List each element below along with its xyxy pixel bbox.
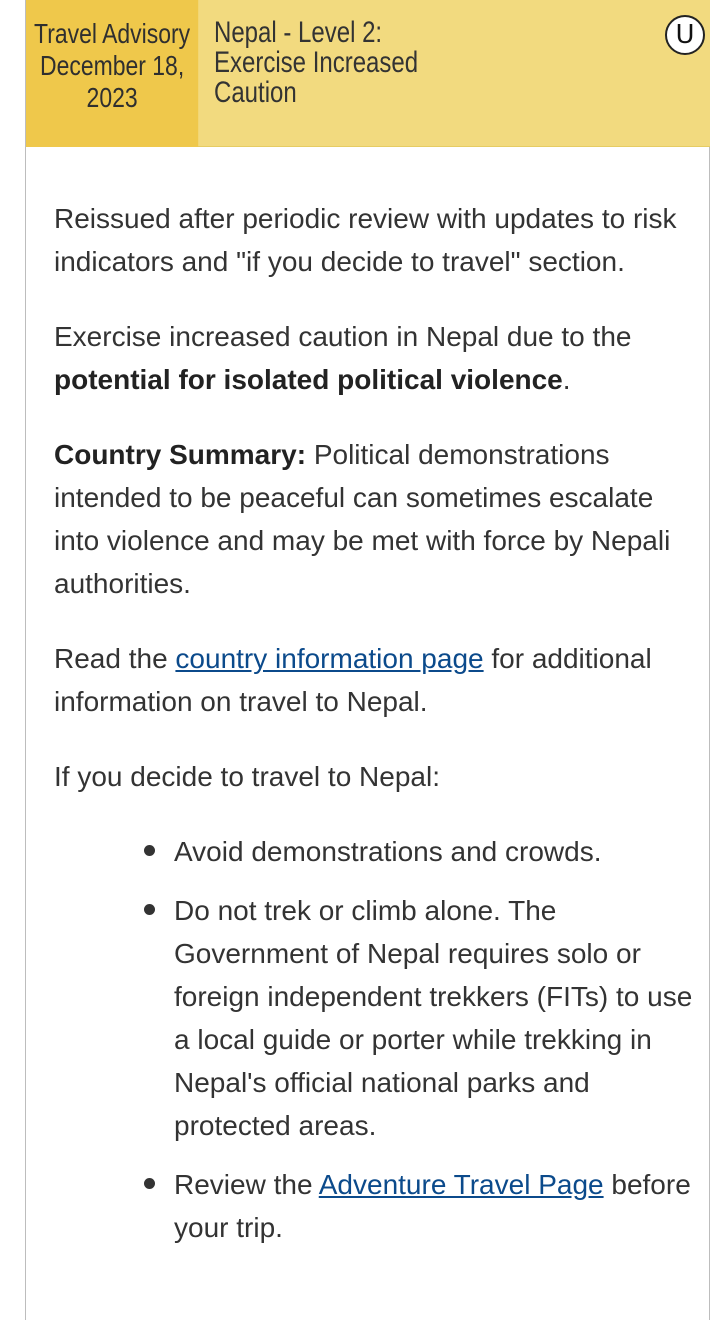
caution-period: . [562, 364, 571, 395]
advisory-date [26, 0, 198, 147]
date-line-2: December 18, [39, 50, 185, 81]
bullet-icon [144, 845, 155, 856]
list-item [174, 830, 694, 873]
title-line-3: Caution [214, 76, 297, 109]
if-you-decide-heading: If you decide to travel to Nepal: [54, 761, 440, 792]
title-line-1: Nepal - Level 2: [214, 16, 383, 49]
bullet-icon [144, 904, 155, 915]
caution-text: Exercise increased caution in Nepal due to the [54, 321, 632, 352]
reissued-paragraph: Reissued after periodic review with updates to risk indicators and "if you decide to travel" section. [54, 203, 677, 277]
list-item [174, 1163, 694, 1249]
read-more-prefix: Read the [54, 643, 176, 674]
tip-prefix: Review the [174, 1169, 319, 1200]
tip-text: Do not trek or climb alone. The Government of Nepal requires solo or foreign independent trekkers (FITs) to use a local guide or porter while trekking in Nepal's official national parks and protected areas. [174, 895, 693, 1141]
list-item [174, 889, 694, 1147]
tip-text: Avoid demonstrations and crowds. [174, 836, 602, 867]
caution-reason: potential for isolated political violence [54, 364, 563, 395]
read-more-paragraph [54, 637, 694, 723]
country-summary-label: Country Summary: [54, 439, 307, 470]
u-circle-icon[interactable]: U [665, 15, 705, 55]
country-summary-paragraph [54, 433, 694, 605]
advisory-title [214, 18, 486, 108]
country-summary-text: Political demonstrations intended to be peaceful can sometimes escalate into violence and may be met with force by Nepali authorities. [54, 439, 671, 599]
date-line-3: 2023 [86, 82, 138, 113]
advisory-card [25, 0, 710, 1320]
caution-paragraph [54, 315, 694, 401]
date-line-1: Travel Advisory [34, 18, 191, 49]
tip-suffix: before your trip. [174, 1169, 691, 1243]
advisory-body [54, 197, 694, 1265]
title-line-2: Exercise Increased [214, 46, 419, 79]
advisory-header [26, 0, 710, 147]
bullet-icon [144, 1178, 155, 1189]
country-information-link[interactable]: country information page [175, 643, 484, 674]
adventure-travel-link[interactable]: Adventure Travel Page [318, 1169, 604, 1200]
travel-tips-list [54, 830, 694, 1249]
read-more-suffix: for additional information on travel to Nepal. [54, 643, 652, 717]
